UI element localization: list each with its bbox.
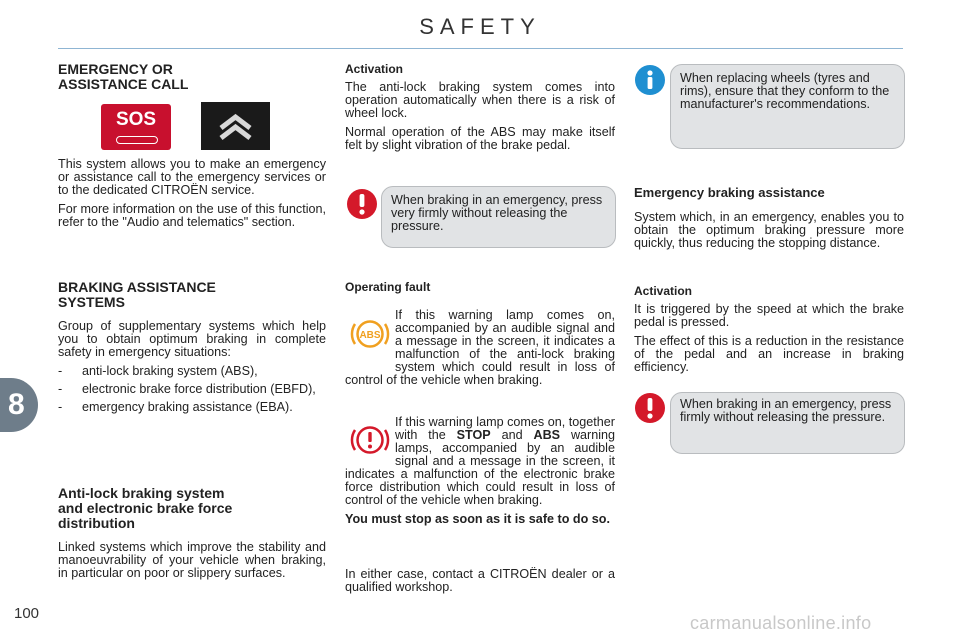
eba-activation-heading: Activation (634, 284, 693, 298)
fault-text-1: If this warning lamp comes on, accompanied by an audible signal and a message in the screen, it indicates a malfunction of the anti-lock braking system which could result in loss of control of the vehicle when braking. (345, 308, 615, 387)
wheel-replacement-note: When replacing wheels (tyres and rims), ensure that they conform to the manufacturer's recommendations. (670, 64, 905, 149)
activation-heading: Activation (345, 62, 404, 76)
citroen-logo-icon (201, 102, 270, 150)
brake-warning-lamp-icon (348, 418, 392, 462)
list-item: - anti-lock braking system (ABS), (58, 365, 326, 378)
braking-text: Group of supplementary systems which help you to obtain optimum braking in complete safety in emergency situations: - anti-lock braking system (ABS), - electronic brake force distribution (EBFD), - emergency braking assistance (EBA). (58, 320, 326, 419)
page-title: SAFETY (419, 14, 541, 39)
eba-heading: Emergency braking assistance (634, 185, 825, 200)
eba-braking-note: When braking in an emergency, press firmly without releasing the pressure. (670, 392, 905, 454)
watermark: carmanualsonline.info (690, 613, 872, 633)
emergency-braking-note: When braking in an emergency, press very firmly without releasing the pressure. (381, 186, 616, 248)
list-item: - emergency braking assistance (EBA). (58, 401, 326, 414)
svg-text:ABS: ABS (359, 330, 381, 341)
warning-icon (347, 189, 377, 219)
fault-text-2: If this warning lamp comes on, together with the STOP and ABS warning lamps, accompanied by an audible signal and a message in the screen, it indicates a malfunction of the electronic brake force distribution which could result in loss of control of the vehicle when braking. You must stop as soon as it is safe to do so. (345, 415, 616, 526)
chapter-number: 8 (8, 388, 25, 421)
abs-warning-lamp-icon (348, 312, 392, 356)
emergency-text: This system allows you to make an emergency or assistance call to the emergency services or to the dedicated CITROËN service. For more information on the use of this function, refer to the "Audio and telematics" section. (58, 157, 326, 229)
info-icon (635, 65, 665, 95)
list-item: - electronic brake force distribution (EBFD), (58, 383, 326, 396)
sos-button-image: SOS (101, 104, 171, 150)
warning-icon (635, 393, 665, 423)
emergency-heading: EMERGENCY OR ASSISTANCE CALL (58, 61, 189, 92)
braking-heading: BRAKING ASSISTANCE SYSTEMS (58, 279, 216, 310)
page-number: 100 (14, 605, 40, 622)
title-divider (58, 48, 903, 49)
eba-text: System which, in an emergency, enables you to obtain the optimum braking pressure more quickly, thus reducing the stopping distance. (634, 210, 904, 250)
stop-warning-text: You must stop as soon as it is safe to do so. (345, 512, 610, 526)
chapter-tab (0, 378, 38, 432)
operating-fault-heading: Operating fault (345, 280, 431, 294)
contact-text: In either case, contact a CITROËN dealer or a qualified workshop. (345, 567, 615, 594)
eba-activation-section: Activation It is triggered by the speed at which the brake pedal is pressed. The effect of this is a reduction in the resistance of the pedal and an increase in braking efficiency. (634, 284, 904, 374)
abs-heading: Anti-lock braking system and electronic brake force distribution (58, 485, 233, 531)
braking-systems-list (58, 365, 326, 414)
abs-text: Linked systems which improve the stability and manoeuvrability of your vehicle when braking, in particular on poor or slippery surfaces. (58, 540, 326, 580)
activation-section: Activation The anti-lock braking system comes into operation automatically when there is a risk of wheel lock. Normal operation of the ABS may make itself felt by slight vibration of the brake pedal. (345, 62, 615, 152)
